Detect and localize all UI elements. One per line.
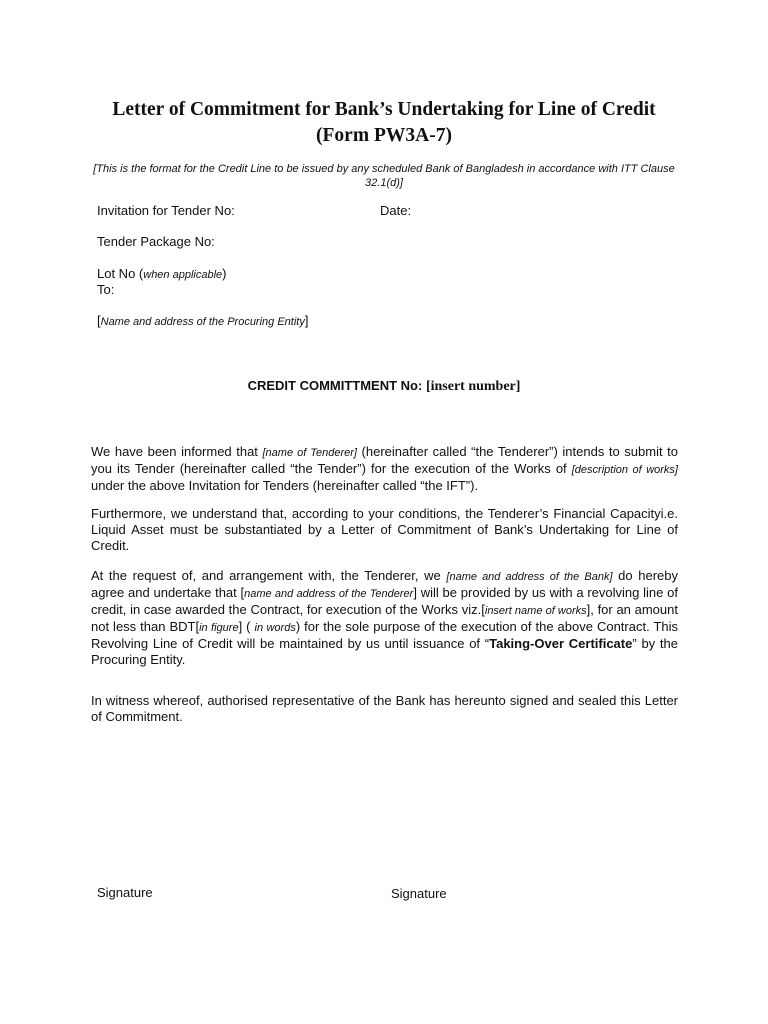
lot-no-hint: when applicable [143, 269, 223, 281]
credit-commitment-value: [insert number] [425, 379, 521, 394]
document-title [60, 97, 708, 149]
procuring-entity-close: ] [304, 313, 309, 328]
para3-taking-over-certificate: Taking-Over Certificate [489, 636, 633, 651]
tender-package-field: Tender Package No: [97, 234, 215, 249]
para3-text-2: do hereby agree and undertake that [ [91, 568, 679, 600]
procuring-entity-hint: Name and address of the Procuring Entity [100, 316, 305, 328]
signature-left: Signature [97, 885, 153, 900]
paragraph-furthermore: Furthermore, we understand that, according to your conditions, the Tenderer’s Financial Capacityi.e. Liquid Asset must be substantiated by a Letter of Commitment of Bank’s Undertaking for Line of Credit. [91, 506, 678, 553]
lot-no-label: Lot No ( [97, 266, 144, 281]
lot-no-close: ) [222, 266, 227, 281]
title-line-2: (Form PW3A-7) [316, 125, 452, 146]
invitation-for-tender-field: Invitation for Tender No: [97, 203, 235, 218]
to-field: To: [97, 282, 115, 297]
paragraph-request [91, 568, 678, 668]
para1-text-2: (hereinafter called “the Tenderer”) intends to submit to you its Tender (hereinafter called “the Tender”) for the execution of the Works of [91, 444, 679, 476]
format-note: [This is the format for the Credit Line to be issued by any scheduled Bank of Bangladesh in accordance with ITT Clause 32.1(d)] [93, 163, 675, 189]
signature-right: Signature [391, 886, 447, 901]
para3-text-6: ) for the sole purpose of the execution of the above Contract. This Revolving Line of Credit will be maintained by us until issuance of “ [91, 619, 678, 651]
procuring-entity-open: [ [97, 313, 101, 328]
para3-placeholder-works: insert name of works [484, 605, 587, 617]
para3-text-7: ” by the Procuring Entity. [91, 636, 678, 667]
procuring-entity-field [97, 313, 308, 330]
para3-text-1: At the request of, and arrangement with, the Tenderer, we [91, 568, 447, 583]
para3-placeholder-tenderer: name and address of the Tenderer [244, 588, 414, 600]
para1-text-1: We have been informed that [91, 444, 263, 459]
para3-placeholder-bank: [name and address of the Bank] [446, 571, 613, 583]
paragraph-witness: In witness whereof, authorised representative of the Bank has hereunto signed and sealed this Letter of Commitment. [91, 693, 678, 724]
lot-no-field [97, 266, 226, 283]
credit-commitment-number [0, 378, 768, 395]
para1-placeholder-tenderer: [name of Tenderer] [262, 447, 357, 459]
para1-placeholder-works: [description of works] [571, 464, 678, 476]
credit-commitment-label: CREDIT COMMITTMENT No: [247, 378, 426, 393]
para3-placeholder-words: in words [254, 622, 296, 634]
title-line-1: Letter of Commitment for Bank’s Undertaking for Line of Credit [112, 99, 656, 120]
paragraph-informed [91, 444, 678, 494]
para3-placeholder-figure: in figure [199, 622, 239, 634]
para3-text-4: ], for an amount not less than BDT[ [91, 602, 678, 634]
para3-text-5: ] ( [238, 619, 255, 634]
para3-text-3: ] will be provided by us with a revolving line of credit, in case awarded the Contract, for execution of the Works viz.[ [91, 585, 678, 617]
date-field: Date: [380, 203, 412, 218]
para1-text-3: under the above Invitation for Tenders (hereinafter called “the IFT”). [91, 478, 479, 493]
